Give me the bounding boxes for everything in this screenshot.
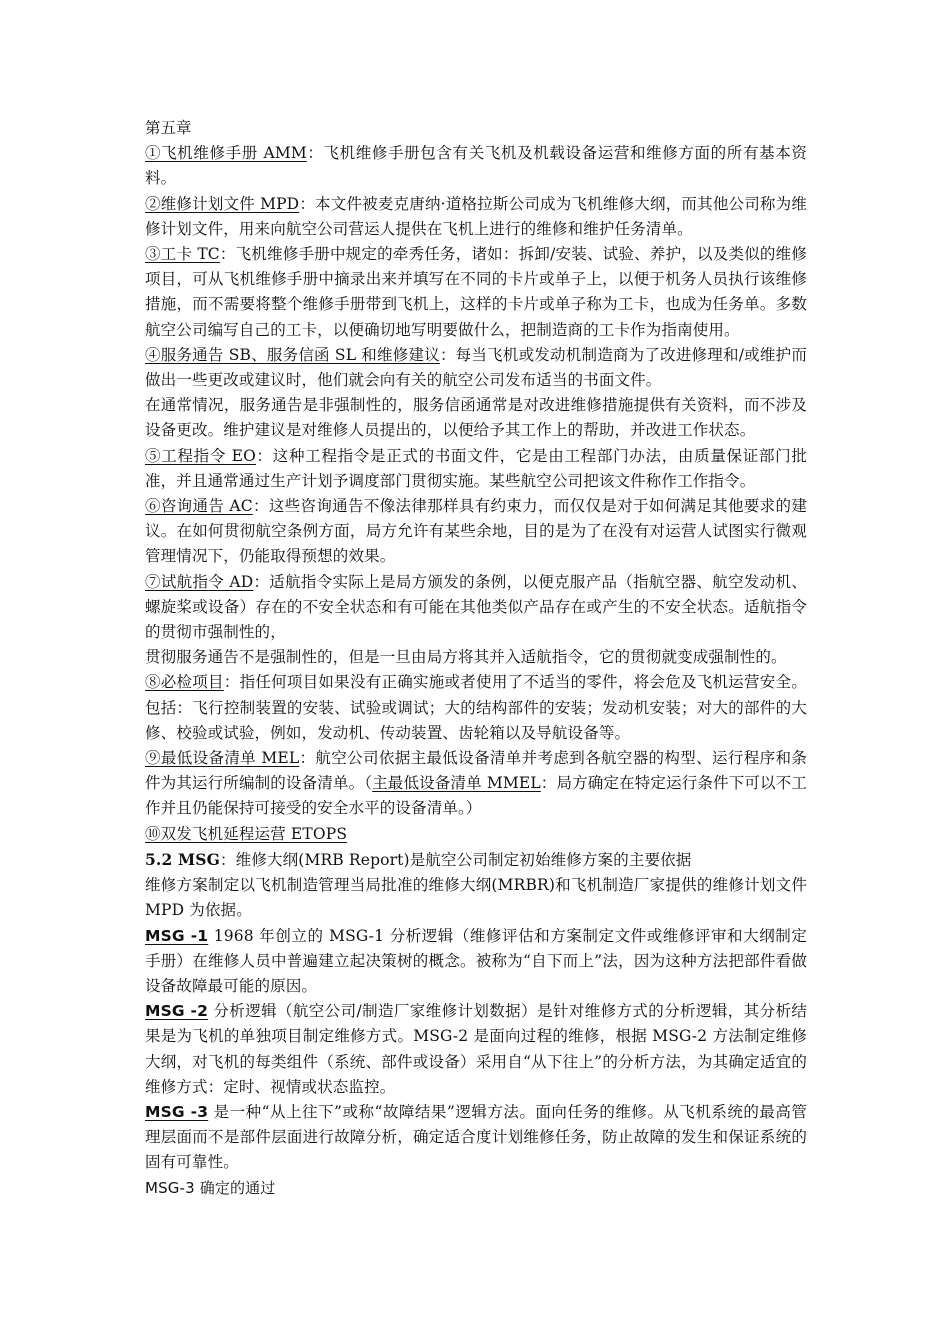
item-rii [145,670,807,746]
definition-mmel: ：局方确定在特定运行条件下可以不工作并且仍能保持可接受的安全水平的设备清单。） [145,774,807,818]
sep: ： [223,673,240,692]
definition-amm: 飞机维修手册包含有关飞机及机载设备运营和维修方面的所有基本资料。 [145,144,807,188]
term-ac: ⑥咨询通告 AC [145,497,253,516]
term-rii: ⑧必检项目 [145,673,224,692]
ad-note-paragraph: 贯彻服务通告不是强制性的，但是一旦由局方将其并入适航指令，它的贯彻就变成强制性的。 [145,648,787,667]
item-amm [145,141,807,191]
term-msg-2: MSG -2 [145,1002,209,1021]
chapter-title: 第五章 [145,119,192,137]
term-eo: ⑤工程指令 EO [145,446,256,465]
sep: ： [252,497,269,516]
msg-1-item [145,924,807,1000]
msg-heading-label: 5.2 MSG [145,849,221,869]
term-tc: ③工卡 TC [145,245,220,264]
sb-note-paragraph: 在通常情况，服务通告是非强制性的，服务信函通常是对改进维修措施提供有关资料，而不涉及设备更改。维护建议是对维修人员提出的，以便给予其工作上的帮助，并改进工作状态。 [145,396,807,440]
definition-msg-2: 分析逻辑（航空公司/制造厂家维修计划数据）是针对维修方式的分析逻辑，其分析结果是为飞机的单独项目制定维修方式。MSG-2 是面向过程的维修，根据 MSG-2 方法制定维修大纲，对飞机的每类组件（系统、部件或设备）采用自“从下往上”的分析方法，为其确定适宜的维修方式：定时、视情或状态监控。 [145,1002,807,1096]
item-etops [145,822,807,847]
sep: ： [299,194,316,213]
sep: ： [256,446,273,465]
sep: ： [306,144,324,163]
msg-2-item [145,999,807,1100]
definition-tc: 飞机维修手册中规定的牵秀任务，诸如：拆卸/安装、试验、养护，以及类似的维修项目，可从飞机维修手册中摘录出来并填写在不同的卡片或单子上，以便于机务人员执行该维修措施，而不需要将整个维修手册带到飞机上，这样的卡片或单子称为工卡，也成为任务单。多数航空公司编写自己的工卡，以便确切地写明要做什么，把制造商的工卡作为指南使用。 [145,245,807,339]
definition-eo: 这种工程指令是正式的书面文件，它是由工程部门办法，由质量保证部门批准，并且通常通过生产计划予调度部门贯彻实施。某些航空公司把该文件称作工作指令。 [145,446,808,490]
document-page [145,116,807,1201]
msg-intro-paragraph: 维修方案制定以飞机制造管理当局批准的维修大纲(MRBR)和飞机制造厂家提供的维修计划文件 MPD 为依据。 [145,876,807,920]
sep: ： [253,572,270,591]
sep: ： [439,345,456,364]
item-tc [145,242,807,343]
definition-ac: 这些咨询通告不像法律那样具有约束力，而仅仅是对于如何满足其他要求的建议。在如何贯彻航空条例方面，局方允许有某些余地，目的是为了在没有对运营人试图实行微观管理情况下，仍能取得预想的效果。 [145,497,808,566]
item-eo [145,444,807,494]
definition-msg-3: 是一种“从上往下”或称“故障结果”逻辑方法。面向任务的维修。从飞机系统的最高管理层面而不是部件层面进行故障分析，确定适合度计划维修任务，防止故障的发生和保证系统的固有可靠性。 [145,1102,807,1172]
item-mpd [145,192,807,242]
sep: ： [219,245,236,264]
term-ad: ⑦试航指令 AD [145,572,254,591]
term-mel: ⑨最低设备清单 MEL [145,749,300,768]
term-amm: ①飞机维修手册 AMM [145,144,307,163]
definition-ad: 适航指令实际上是局方颁发的条例，以便克服产品（指航空器、航空发动机、螺旋桨或设备）存在的不安全状态和有可能在其他类似产品存在或产生的不安全状态。适航指令的贯彻市强制性的， [145,572,808,642]
term-etops: ⑩双发飞机延程运营 ETOPS [145,824,348,843]
definition-mpd: 本文件被麦克唐纳·道格拉斯公司成为飞机维修大纲，而其他公司称为维修计划文件，用来向航空公司营运人提供在飞机上进行的维修和维护任务清单。 [145,194,807,238]
msg-heading-text: ：维修大纲(MRB Report)是航空公司制定初始维修方案的主要依据 [220,850,692,869]
term-mmel: 主最低设备清单 MMEL [372,774,541,793]
item-ad [145,570,807,646]
msg-3-item [145,1100,807,1176]
term-sb: ④服务通告 SB、服务信函 SL 和维修建议 [145,345,440,364]
definition-mel: 航空公司依据主最低设备清单并考虑到各航空器的构型、运行程序和条件为其运行所编制的设备清单。（ [145,749,807,793]
item-mel [145,746,807,822]
definition-msg-1: 1968 年创立的 MSG-1 分析逻辑（维修评估和方案制定文件或维修评审和大纲制定手册）在维修人员中普遍建立起决策树的概念。被称为“自下而上”法，因为这种方法把部件看做设备故障最可能的原因。 [145,926,807,995]
definition-sb: 每当飞机或发动机制造商为了改进修理和/或维护而做出一些更改或建议时，他们就会向有关的航空公司发布适当的书面文件。 [145,345,807,390]
term-msg-1: MSG -1 [145,926,209,945]
item-ac [145,494,807,570]
item-sb [145,343,807,393]
last-line: MSG-3 确定的通过 [145,1178,276,1197]
term-msg-3: MSG -3 [145,1102,209,1121]
definition-rii: 指任何项目如果没有正确实施或者使用了不适当的零件，将会危及飞机运营安全。包括：飞行控制装置的安装、试验或调试；大的结构部件的安装；发动机安装；对大的部件的大修、校验或试验，例如，发动机、传动装置、齿轮箱以及导航设备等。 [145,673,807,742]
sep: ： [299,749,316,768]
term-mpd: ②维修计划文件 MPD [145,194,300,213]
msg-heading [145,847,807,873]
